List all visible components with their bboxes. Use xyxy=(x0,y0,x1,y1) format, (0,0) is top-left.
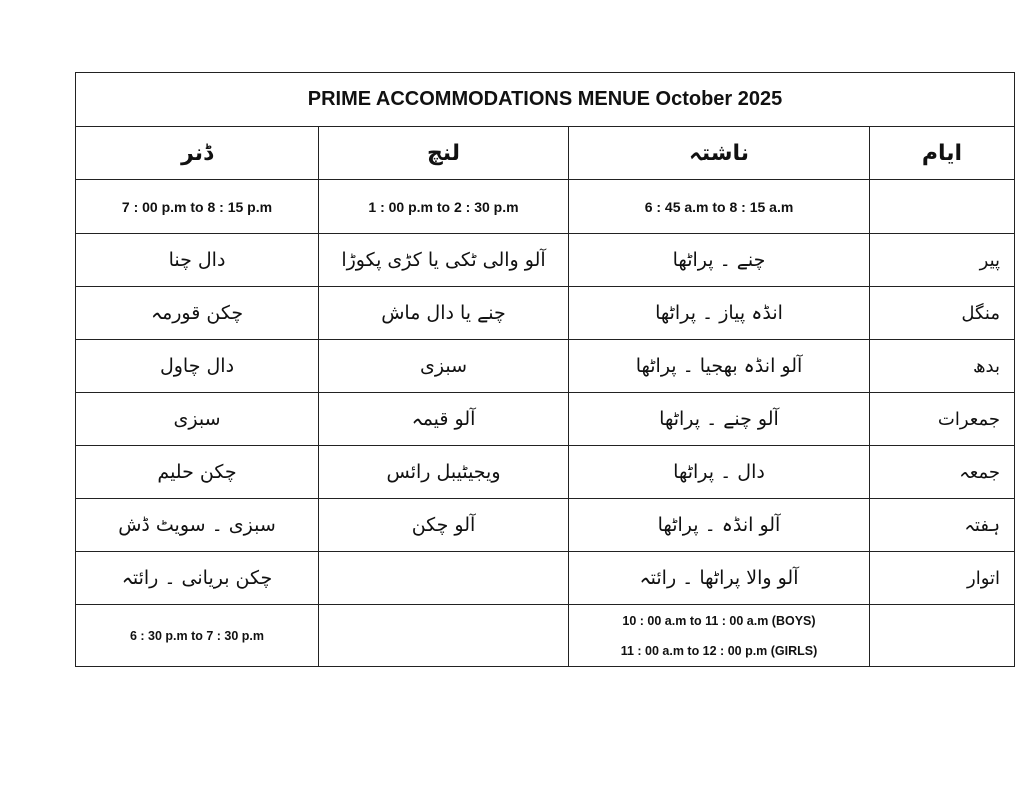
breakfast-cell: دال ۔ پراٹھا xyxy=(569,446,870,499)
dinner-timing: 7 : 00 p.m to 8 : 15 p.m xyxy=(76,180,319,234)
dinner-cell: سبزی xyxy=(76,393,319,446)
day-cell: ہفتہ xyxy=(870,499,1015,552)
sunday-lunch-timing xyxy=(319,605,569,667)
breakfast-cell: آلو چنے ۔ پراٹھا xyxy=(569,393,870,446)
breakfast-cell: چنے ۔ پراٹھا xyxy=(569,234,870,287)
table-row xyxy=(76,393,1015,446)
dinner-cell: چکن بریانی ۔ رائتہ xyxy=(76,552,319,605)
lunch-cell: سبزی xyxy=(319,340,569,393)
table-row xyxy=(76,552,1015,605)
day-cell: بدھ xyxy=(870,340,1015,393)
dinner-cell: دال چاول xyxy=(76,340,319,393)
dinner-cell: سبزی ۔ سویٹ ڈش xyxy=(76,499,319,552)
menu-table xyxy=(75,72,1015,667)
header-dinner: ڈنر xyxy=(76,127,319,180)
title-row xyxy=(76,73,1015,127)
sunday-breakfast-boys: 10 : 00 a.m to 11 : 00 a.m (BOYS) xyxy=(622,613,816,628)
dinner-cell: چکن قورمہ xyxy=(76,287,319,340)
table-row xyxy=(76,287,1015,340)
day-cell: پیر xyxy=(870,234,1015,287)
table-row xyxy=(76,446,1015,499)
sunday-days-empty xyxy=(870,605,1015,667)
sunday-breakfast-girls: 11 : 00 a.m to 12 : 00 p.m (GIRLS) xyxy=(620,643,818,658)
lunch-cell: آلو چکن xyxy=(319,499,569,552)
timing-row xyxy=(76,180,1015,234)
header-row xyxy=(76,127,1015,180)
sunday-timing-row xyxy=(76,605,1015,667)
table-row xyxy=(76,499,1015,552)
breakfast-timing: 6 : 45 a.m to 8 : 15 a.m xyxy=(569,180,870,234)
lunch-cell: آلو والی ٹکی یا کڑی پکوڑا xyxy=(319,234,569,287)
day-cell: اتوار xyxy=(870,552,1015,605)
sunday-breakfast-timing xyxy=(569,605,870,667)
sunday-dinner-timing xyxy=(76,605,319,667)
dinner-cell: چکن حلیم xyxy=(76,446,319,499)
days-timing xyxy=(870,180,1015,234)
lunch-cell: آلو قیمہ xyxy=(319,393,569,446)
table-row xyxy=(76,234,1015,287)
lunch-cell: چنے یا دال ماش xyxy=(319,287,569,340)
breakfast-cell: انڈہ پیاز ۔ پراٹھا xyxy=(569,287,870,340)
lunch-cell xyxy=(319,552,569,605)
breakfast-cell: آلو والا پراٹھا ۔ رائتہ xyxy=(569,552,870,605)
header-days: ایام xyxy=(870,127,1015,180)
table-row xyxy=(76,340,1015,393)
day-cell: جمعہ xyxy=(870,446,1015,499)
header-breakfast: ناشتہ xyxy=(569,127,870,180)
breakfast-cell: آلو انڈہ ۔ پراٹھا xyxy=(569,499,870,552)
breakfast-cell: آلو انڈہ بھجیا ۔ پراٹھا xyxy=(569,340,870,393)
header-lunch: لنچ xyxy=(319,127,569,180)
day-cell: منگل xyxy=(870,287,1015,340)
sunday-dinner-timing-text: 6 : 30 p.m to 7 : 30 p.m xyxy=(129,628,265,643)
lunch-cell: ویجیٹیبل رائس xyxy=(319,446,569,499)
day-cell: جمعرات xyxy=(870,393,1015,446)
dinner-cell: دال چنا xyxy=(76,234,319,287)
page-title: PRIME ACCOMMODATIONS MENUE October 2025 xyxy=(76,73,1015,127)
lunch-timing: 1 : 00 p.m to 2 : 30 p.m xyxy=(319,180,569,234)
